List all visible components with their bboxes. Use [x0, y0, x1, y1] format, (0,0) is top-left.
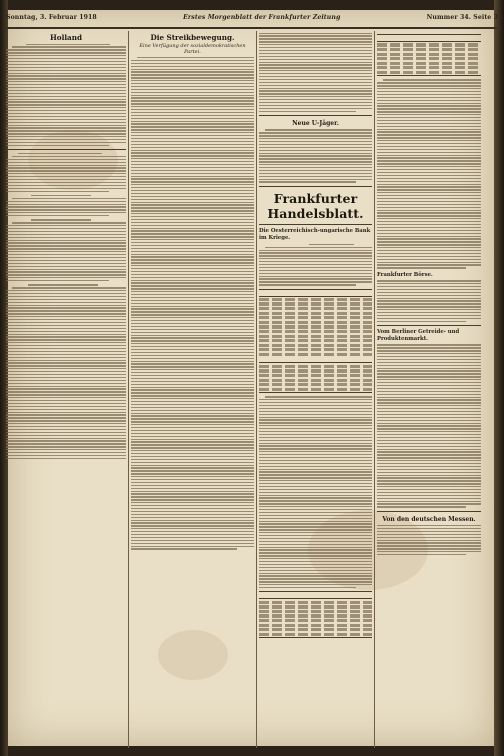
data-table: [377, 34, 481, 76]
data-table: [259, 591, 372, 638]
article-text: [259, 33, 372, 112]
section-heading: Frankfurter Börse.: [377, 271, 433, 278]
column-1: [6, 31, 126, 748]
column-2: [131, 31, 254, 748]
article-text: [259, 244, 372, 286]
section-heading: Vom Berliner Getreide- und Produktenmarkt.: [377, 328, 460, 342]
article-headline: Die Streikbewegung.: [150, 33, 235, 42]
page-edge-right: [494, 0, 504, 756]
data-table: [259, 289, 372, 394]
column-separator: [256, 31, 257, 748]
header-page-number: Nummer 34. Seite 3: [426, 13, 498, 21]
header-date: Sonntag, 3. Februar 1918: [6, 13, 97, 21]
section-heading: Von den deutschen Messen.: [382, 515, 476, 523]
article-text: [377, 525, 481, 555]
header-rule: [6, 27, 498, 29]
header-title: Erstes Morgenblatt der Frankfurter Zeitung: [183, 13, 341, 21]
page-header: [6, 10, 498, 24]
column-separator: [374, 31, 375, 748]
article-text: [131, 57, 254, 550]
article-text: [377, 344, 481, 507]
column-3: [259, 31, 372, 748]
column-4: [377, 31, 481, 748]
article-text: [259, 129, 372, 182]
article-text: [377, 79, 481, 268]
article-text: [377, 280, 481, 322]
article-subhead: Eine Verfügung der sozialdemokratischen Partei.: [139, 43, 246, 55]
column-separator: [128, 31, 129, 748]
article-text: [6, 219, 126, 281]
article-text: [6, 195, 126, 217]
article-text: [6, 44, 126, 146]
section-heading: Neue U-Jäger.: [292, 119, 339, 127]
masthead-handelsblatt: Frankfurter Handelsblatt.: [267, 191, 364, 222]
article-text: [6, 153, 126, 192]
article-headline: Holland: [50, 33, 82, 42]
article-subhead: Die Oesterreichisch-ungarische Bank im Kriege.: [259, 228, 371, 242]
article-text: [6, 284, 126, 459]
article-text: [259, 396, 372, 588]
